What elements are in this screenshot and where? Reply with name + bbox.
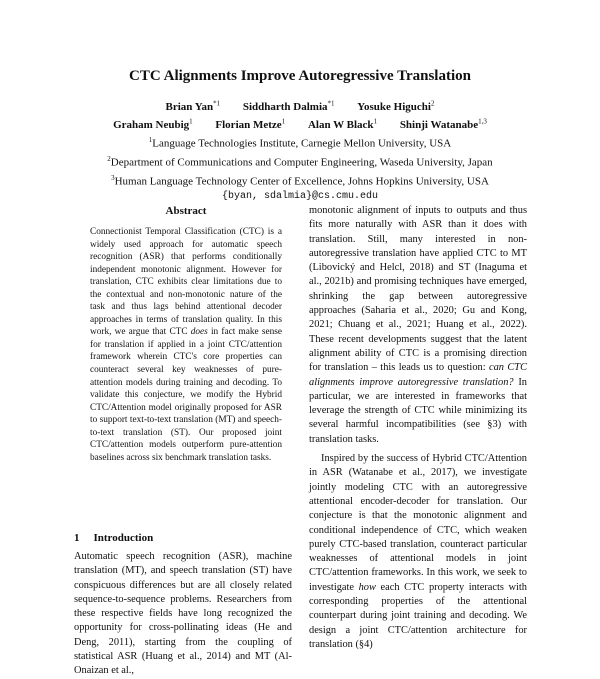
author: Yosuke Higuchi$^2$ <box>357 99 435 113</box>
author: Brian Yan$^{*1}$ <box>165 99 221 113</box>
paper-title: CTC Alignments Improve Autoregressive Translation <box>129 68 471 84</box>
authors-row-2 <box>0 115 600 134</box>
author-email[interactable]: {byan, sdalmia}@cs.cmu.edu <box>221 191 379 203</box>
introduction-left-column: Automatic speech recognition (ASR), machine translation (MT), and speech translation (ST) have conspicuous differences but are all closely related sequence-to-sequence problems. Researchers from these respective fields have long recognized the opportunity for cross-pollinating ideas (He and Deng, 2011), starting from the coupling of statistical ASR (Huang et al., 2014) and MT (Al-Onaizan et al., <box>74 551 292 677</box>
affiliation: $^3$Human Language Technology Center of Excellence, Johns Hopkins University, USA <box>111 173 489 188</box>
author: Alan W Black$^1$ <box>307 117 378 132</box>
author: Shinji Watanabe$^{1,3}$ <box>399 117 487 132</box>
author: Siddharth Dalmia$^{*1}$ <box>242 99 335 113</box>
right-column-text <box>309 204 527 652</box>
paragraph: monotonic alignment of inputs to outputs and thus fits more naturally with ASR than it does with translation. Still, many interested in non-autoregressive translation have applied CTC to MT (Libovický and Helcl, 2018) and ST (Inaguma et al., 2021b) and promising techniques have emerged, shrinking the gap between autoregressive approaches (Saharia et al., 2020; Gu and Kong, 2021; Chuang et al., 2021; Huang et al., 2022). These recent developments suggest that the latent alignment ability of CTC is a promising direction for translation – this leads us to question: can CTC alignments improve autoregressive translation? In particular, we are interested in frameworks that leverage the strength of CTC while minimizing its several harmful incompatibilities (see §3) with translation tasks. <box>309 205 528 445</box>
abstract-body: Connectionist Temporal Classification (CTC) is a widely used approach for automatic speech recognition (ASR) that performs conditionally independent monotonic alignment. However for translation, CTC exhibits clear limitations due to the contextual and non-monotonic nature of the task and thus lags behind attentional decoder approaches in terms of translation quality. In this work, we argue that CTC does in fact make sense for translation if applied in a joint CTC/attention framework wherein CTC's core properties can counteract several key weaknesses of pure-attention models during training and decoding. To validate this conjecture, we modify the Hybrid CTC/Attention model originally proposed for ASR to support text-to-text translation (MT) and speech-to-text translation (ST). Our proposed joint CTC/attention models outperform pure-attention baselines across six benchmark translation tasks. <box>90 227 282 463</box>
abstract-heading: Abstract <box>165 205 207 217</box>
affiliation: $^2$Department of Communications and Computer Engineering, Waseda University, Japan <box>107 154 493 169</box>
author-block <box>0 96 600 204</box>
section-heading-introduction: 1 Introduction <box>74 532 154 544</box>
author: Florian Metze$^1$ <box>215 117 286 132</box>
affiliation: $^1$Language Technologies Institute, Carnegie Mellon University, USA <box>148 136 452 150</box>
paragraph: Inspired by the success of Hybrid CTC/Attention in ASR (Watanabe et al., 2017), we investigate jointly modeling CTC with an autoregressive attentional encoder-decoder for translation. Our conjecture is that the monotonic alignment and conditional independence of CTC, which weaken purely CTC-based translation, counteract particular weaknesses of attentional models in joint CTC/attention frameworks. In this work, we seek to investigate how each CTC property interacts with corresponding properties of the attentional counterpart during joint training and decoding. We design a joint CTC/attention architecture for translation (§4) <box>309 453 527 650</box>
authors-row-1 <box>0 96 600 115</box>
author: Graham Neubig$^1$ <box>113 117 193 132</box>
